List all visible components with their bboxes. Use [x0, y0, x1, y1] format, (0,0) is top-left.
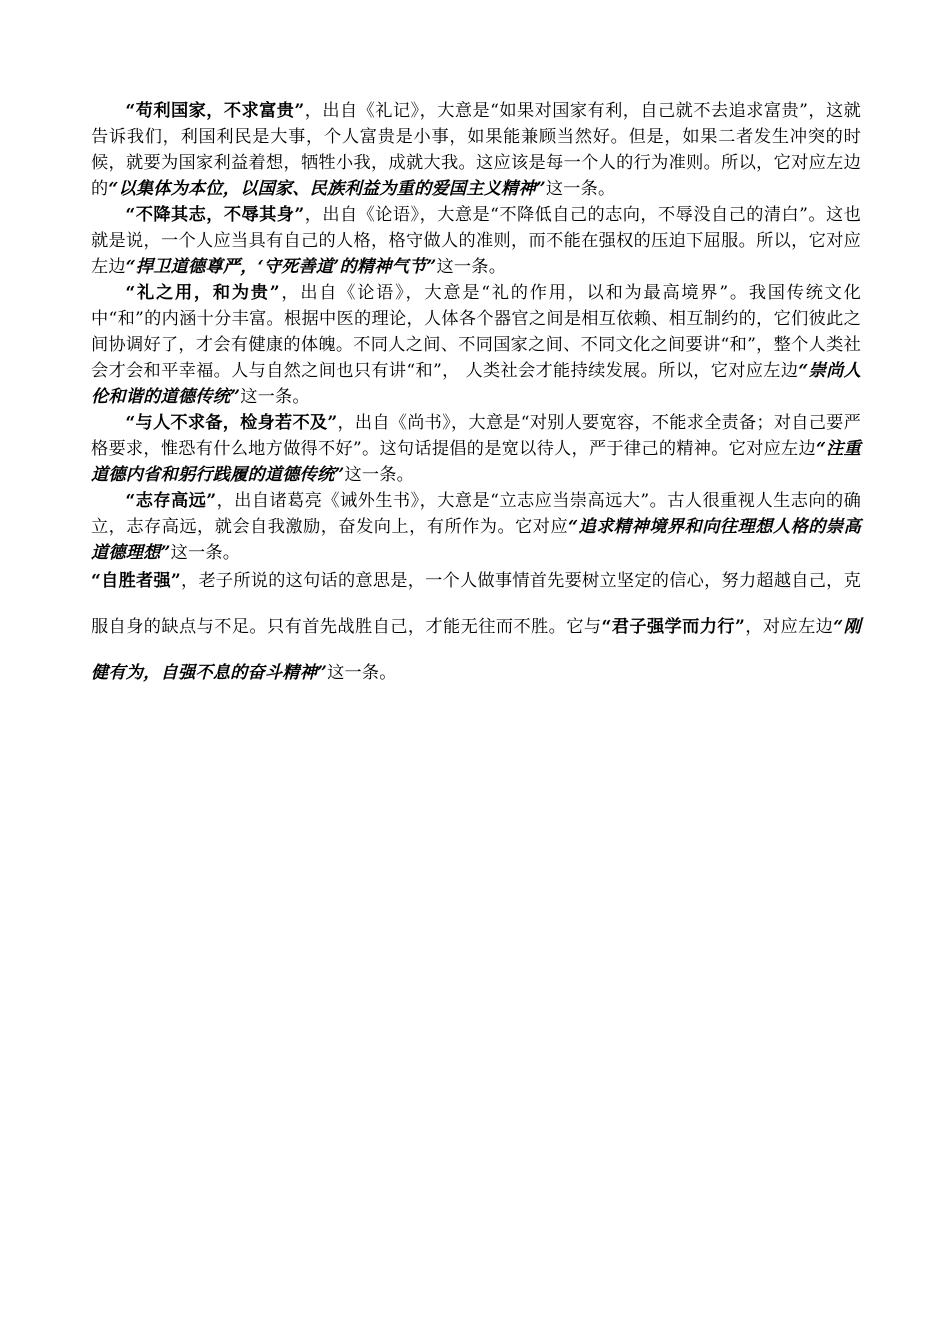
- emphasis-text: “注重道德内省和躬行践履的道德传统”: [91, 439, 861, 485]
- paragraph-1: [91, 98, 861, 202]
- quote-heading: “礼之用，和为贵”: [125, 283, 280, 303]
- paragraph-5: [91, 488, 861, 566]
- body-text: ，出自诸葛亮《诫外生书》，大意是“立志应当崇高远大”。古人很重视人生志向的确立，志存高远，就会自我激励，奋发向上，有所作为。它对应: [91, 491, 861, 537]
- body-text: 这一条。: [327, 663, 397, 683]
- body-text: 这一条。: [240, 387, 310, 407]
- emphasis-text: “以集体为本位，以国家、民族利益为重的爱国主义精神”: [108, 179, 546, 199]
- body-text: 这一条。: [545, 179, 616, 199]
- body-text: ，出自《礼记》，大意是“如果对国家有利，自己就不去追求富贵”，这就告诉我们，利国利民是大事，个人富贵是小事，如果能兼顾当然好。但是，如果二者发生冲突的时候，就要为国家利益着想，牺牲小我，成就大我。这应该是每一个人的行为准则。所以，它对应左边的: [91, 101, 861, 199]
- emphasis-text: “崇尚人伦和谐的道德传统”: [91, 361, 861, 407]
- body-text: ，老子所说的这句话的意思是，一个人做事情首先要树立坚定的信心，努力超越自己，克服自身的缺点与不足。只有首先战胜自己，才能无往而不胜。它与: [91, 571, 861, 637]
- quote-heading: “自胜者强”: [91, 571, 181, 591]
- paragraph-4: [91, 410, 861, 488]
- paragraph-3: [91, 280, 861, 410]
- body-text: 这一条。: [170, 543, 241, 563]
- body-text: ，出自《论语》，大意是“不降低自己的志向，不辱没自己的清白”。这也就是说，一个人应当具有自己的人格，格守做人的准则，而不能在强权的压迫下屈服。所以，它对应左边: [91, 205, 861, 277]
- quote-heading: “志存高远”: [125, 491, 217, 511]
- emphasis-text: “刚健有为，自强不息的奋斗精神”: [91, 617, 861, 683]
- emphasis-text: “追求精神境界和向往理想人格的崇高道德理想”: [91, 517, 861, 563]
- body-text: ，出自《论语》，大意是“礼的作用，以和为最高境界”。我国传统文化中“和”的内涵十分丰富。根据中医的理论，人体各个器官之间是相互依赖、相互制约的，它们彼此之间协调好了，才会有健康的体魄。不同人之间、不同国家之间、不同文化之间要讲“和”，整个人类社会才会和平幸福。人与自然之间也只有讲“和”， 人类社会才能持续发展。所以，它对应左边: [91, 283, 861, 381]
- body-text: ，对应左边: [745, 617, 834, 637]
- quote-heading: “苟利国家，不求富贵”: [125, 101, 305, 121]
- document-page: [91, 98, 861, 696]
- emphasis-text: “捍卫道德尊严，‘守死善道’的精神气节”: [125, 257, 437, 277]
- quote-inline: “君子强学而力行”: [601, 617, 746, 637]
- paragraph-2: [91, 202, 861, 280]
- quote-heading: “不降其志，不辱其身”: [125, 205, 305, 225]
- body-text: 这一条。: [436, 257, 507, 277]
- quote-heading: “与人不求备，检身若不及”: [125, 413, 338, 433]
- paragraph-6: [91, 558, 861, 696]
- body-text: 这一条。: [344, 465, 415, 485]
- body-text: ，出自《尚书》，大意是“对别人要宽容，不能求全责备；对自己要严格要求，惟恐有什么地方做得不好”。这句话提倡的是宽以待人，严于律己的精神。它对应左边: [91, 413, 862, 459]
